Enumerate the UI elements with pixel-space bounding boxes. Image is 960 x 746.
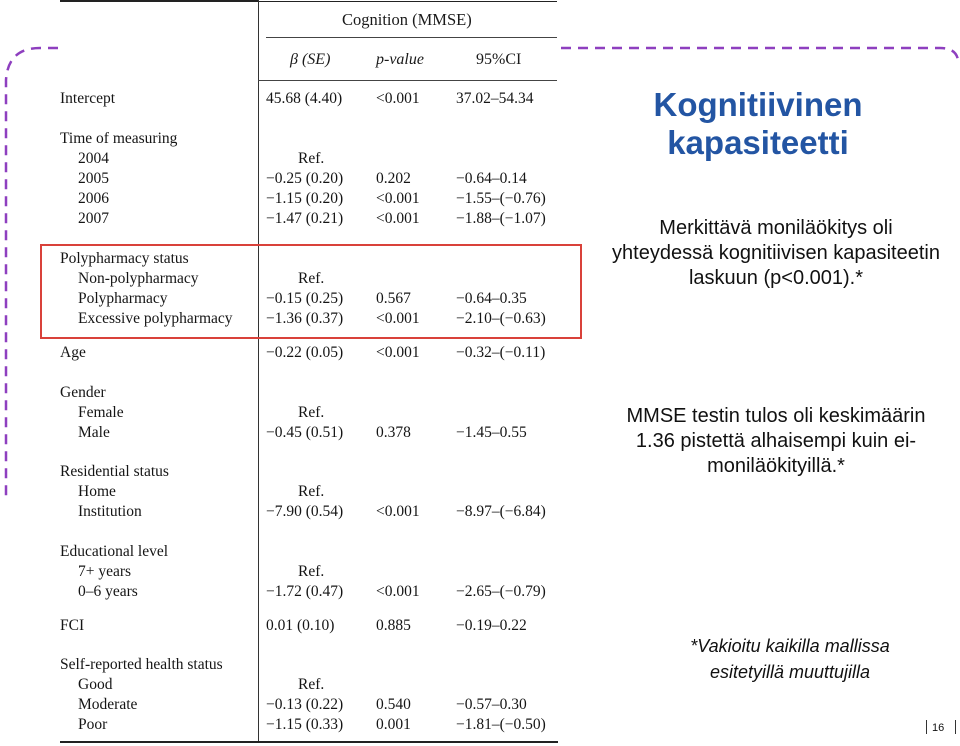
- table-row: [58, 383, 561, 403]
- cell-beta: −1.47 (0.21): [266, 210, 344, 227]
- cell-ci: −0.19–0.22: [456, 617, 527, 634]
- table-row: [58, 715, 561, 735]
- cell-ci: −1.81–(−0.50): [456, 716, 546, 733]
- cell-pvalue: 0.885: [376, 617, 411, 634]
- group-header-rule: [266, 37, 557, 38]
- cell-pvalue: <0.001: [376, 190, 420, 207]
- page-number: 16: [932, 722, 945, 734]
- group-header: Cognition (MMSE): [342, 10, 472, 29]
- row-label: Non-polypharmacy: [78, 270, 199, 287]
- slide-title-line2: kapasiteetti: [667, 124, 849, 161]
- cell-beta: −1.15 (0.20): [266, 190, 344, 207]
- cell-beta: 45.68 (4.40): [266, 90, 343, 107]
- row-label: Good: [78, 676, 113, 693]
- cell-ci: −2.10–(−0.63): [456, 310, 546, 327]
- table-row: [58, 129, 561, 149]
- cell-beta: −1.72 (0.47): [266, 583, 344, 600]
- footnote-line2: esitetyillä muuttujilla: [709, 662, 871, 682]
- cell-ci: −0.64–0.35: [456, 290, 527, 307]
- cell-ci: −8.97–(−6.84): [456, 503, 546, 520]
- cell-beta: −1.36 (0.37): [266, 310, 344, 327]
- table-row: [58, 502, 561, 522]
- row-label: Intercept: [60, 90, 116, 107]
- cell-pvalue: 0.378: [376, 424, 411, 441]
- cell-ci: −2.65–(−0.79): [456, 583, 546, 600]
- column-header-pvalue: p-value: [376, 51, 424, 68]
- cell-beta: −0.15 (0.25): [266, 290, 344, 307]
- page-number-bar-right: [955, 720, 956, 734]
- row-label: 2006: [78, 190, 109, 207]
- row-label: 2004: [78, 150, 109, 167]
- mmse-text: MMSE testin tulos oli keskimäärin 1.36 pistettä alhaisempi kuin ei-moniläökityillä.*: [626, 405, 926, 477]
- table-row: [58, 462, 561, 482]
- cell-ci: −1.45–0.55: [456, 424, 527, 441]
- row-label: Gender: [60, 384, 106, 401]
- polypharmacy-highlight-box: [40, 244, 582, 339]
- cell-pvalue: <0.001: [376, 310, 420, 327]
- dashed-frame-top: [561, 48, 958, 60]
- row-label: Residential status: [60, 463, 169, 480]
- cell-beta: Ref.: [298, 404, 325, 421]
- table-row: [58, 695, 561, 715]
- slide-title-line1: Kognitiivinen: [653, 86, 863, 123]
- table-row: [58, 343, 561, 363]
- table-row: [58, 616, 561, 636]
- table-row: [58, 209, 561, 229]
- cell-pvalue: 0.202: [376, 170, 411, 187]
- cell-pvalue: <0.001: [376, 503, 420, 520]
- table-row: [58, 482, 561, 502]
- table-row: [58, 655, 561, 675]
- slide-title: [598, 86, 918, 162]
- table-row: [58, 403, 561, 423]
- table-row: [58, 189, 561, 209]
- regression-table: [58, 0, 561, 746]
- cell-pvalue: <0.001: [376, 344, 420, 361]
- row-label: Time of measuring: [60, 130, 178, 147]
- cell-ci: −0.57–0.30: [456, 696, 527, 713]
- cell-beta: Ref.: [298, 270, 325, 287]
- table-row: [58, 149, 561, 169]
- cell-beta: Ref.: [298, 483, 325, 500]
- cell-pvalue: 0.001: [376, 716, 411, 733]
- cell-beta: Ref.: [298, 563, 325, 580]
- table-row: [58, 562, 561, 582]
- row-label: Educational level: [60, 543, 169, 560]
- row-label: 7+ years: [78, 563, 132, 580]
- table-row: [58, 582, 561, 602]
- row-label: Poor: [78, 716, 108, 733]
- row-label: Institution: [78, 503, 142, 520]
- cell-beta: −7.90 (0.54): [266, 503, 344, 520]
- cell-beta: Ref.: [298, 676, 325, 693]
- column-header-ci: 95%CI: [476, 51, 522, 68]
- cell-beta: −0.13 (0.22): [266, 696, 344, 713]
- cell-beta: −0.22 (0.05): [266, 344, 344, 361]
- finding-text: Merkittävä moniläökitys oli yhteydessä kognitiivisen kapasiteetin laskuun (p<0.001).*: [612, 217, 940, 289]
- footnote: [640, 633, 940, 685]
- table-row: [58, 542, 561, 562]
- row-label: Self-reported health status: [60, 656, 223, 673]
- row-label: FCI: [60, 617, 85, 634]
- cell-pvalue: <0.001: [376, 210, 420, 227]
- row-label: Age: [60, 344, 86, 361]
- cell-ci: 37.02–54.34: [456, 90, 534, 107]
- cell-pvalue: 0.567: [376, 290, 411, 307]
- table-row: [58, 89, 561, 109]
- table-row: [58, 169, 561, 189]
- cell-ci: −0.64–0.14: [456, 170, 527, 187]
- cell-beta: Ref.: [298, 150, 325, 167]
- header-rule: [258, 80, 557, 81]
- row-label: Male: [78, 424, 110, 441]
- table-top-rule: [60, 0, 258, 2]
- row-label: Home: [78, 483, 116, 500]
- row-label: 0–6 years: [78, 583, 138, 600]
- column-header-beta: β (SE): [290, 51, 331, 68]
- cell-beta: 0.01 (0.10): [266, 617, 335, 634]
- footnote-line1: *Vakioitu kaikilla mallissa: [690, 636, 890, 656]
- table-row: [58, 423, 561, 443]
- cell-beta: −1.15 (0.33): [266, 716, 344, 733]
- table-bottom-rule: [60, 741, 558, 743]
- row-label: 2005: [78, 170, 109, 187]
- cell-pvalue: 0.540: [376, 696, 411, 713]
- cell-pvalue: <0.001: [376, 90, 420, 107]
- cell-ci: −0.32–(−0.11): [456, 344, 546, 361]
- table-row: [58, 675, 561, 695]
- cell-ci: −1.55–(−0.76): [456, 190, 546, 207]
- page-number-bar-left: [926, 720, 927, 734]
- row-label: Excessive polypharmacy: [78, 310, 233, 327]
- row-label: Female: [78, 404, 124, 421]
- row-label: Moderate: [78, 696, 138, 713]
- cell-beta: −0.25 (0.20): [266, 170, 344, 187]
- cell-ci: −1.88–(−1.07): [456, 210, 546, 227]
- row-label: 2007: [78, 210, 109, 227]
- row-label: Polypharmacy status: [60, 250, 189, 267]
- row-label: Polypharmacy: [78, 290, 168, 307]
- table-top-rule-right: [258, 1, 557, 2]
- cell-beta: −0.45 (0.51): [266, 424, 344, 441]
- cell-pvalue: <0.001: [376, 583, 420, 600]
